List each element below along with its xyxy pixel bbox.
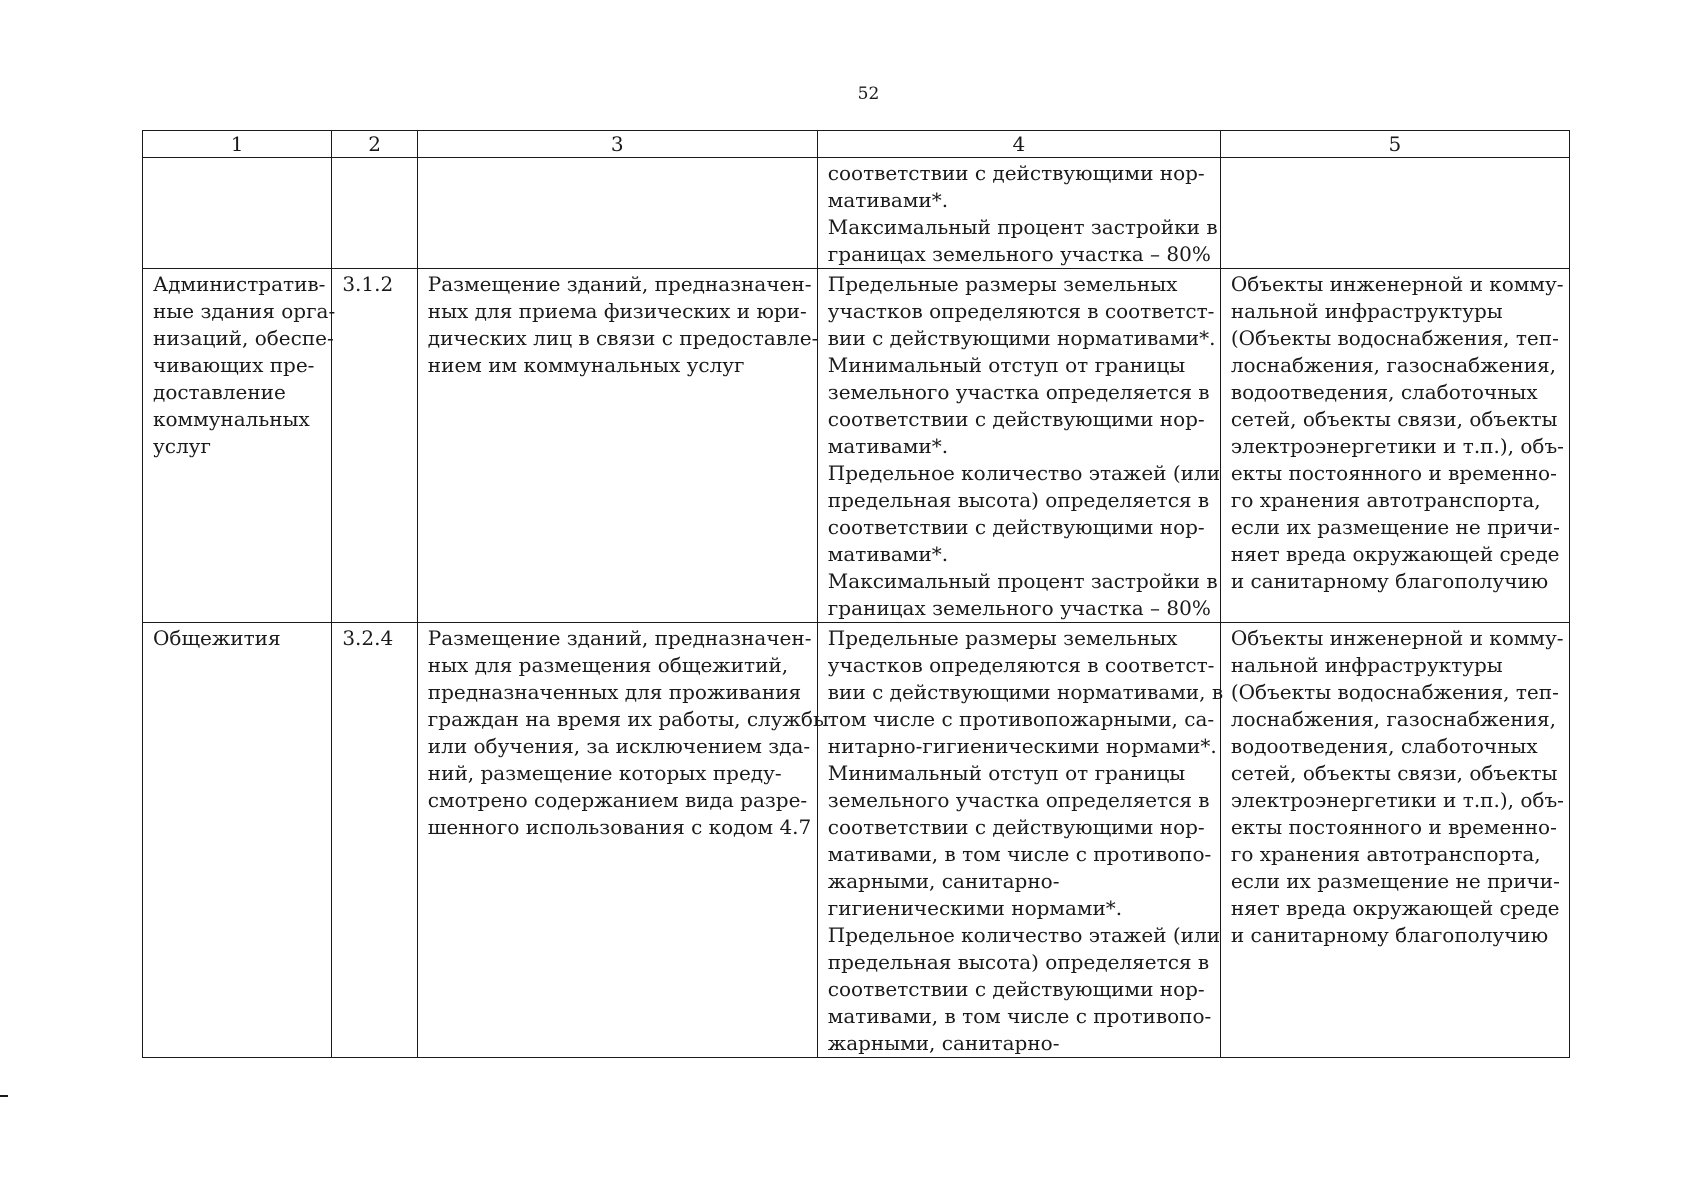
parameters-cell (817, 623, 1224, 1058)
cell-text-line: ных для приема физических и юри- (427, 299, 807, 323)
use-type-cell (143, 158, 332, 269)
header-row (143, 131, 1570, 158)
cell-text-line: том числе с противопожарными, са- (827, 707, 1215, 731)
table-body (143, 158, 1570, 1058)
description-cell (417, 269, 817, 623)
use-type-cell (143, 623, 332, 1058)
cell-text-line: шенного использования с кодом 4.7 (427, 815, 812, 839)
cell-text-line: соответствии с действующими нор- (827, 815, 1205, 839)
header-col-1: 1 (143, 131, 332, 158)
description-cell (417, 158, 817, 269)
cell-text-line: ных для размещения общежитий, (427, 653, 789, 677)
cell-text-line: лоснабжения, газоснабжения, (1230, 353, 1557, 377)
cell-text-line: Максимальный процент застройки в (827, 569, 1218, 593)
cell-text-line: няет вреда окружающей среде (1230, 542, 1560, 566)
cell-text-line: коммунальных (153, 407, 310, 431)
cell-text-line: Максимальный процент застройки в (827, 215, 1218, 239)
cell-text: 3.1.2 (342, 272, 394, 296)
cell-text-line: участков определяются в соответст- (827, 299, 1215, 323)
cell-text-line: соответствии с действующими нор- (827, 977, 1205, 1001)
header-col-2: 2 (332, 131, 417, 158)
header-col-3: 3 (417, 131, 817, 158)
auxiliary-uses-cell (1220, 158, 1569, 269)
cell-text-line: и санитарному благополучию (1230, 569, 1549, 593)
cell-text-line: граждан на время их работы, службы (427, 707, 829, 731)
cell-text-line: Предельное количество этажей (или (827, 461, 1221, 485)
header-col-5: 5 (1220, 131, 1569, 158)
cell-text-line: границах земельного участка – 80% (827, 596, 1211, 620)
use-type-cell (143, 269, 336, 623)
cell-text-line: водоотведения, слаботочных (1230, 380, 1538, 404)
cell-text-line: Размещение зданий, предназначен- (427, 626, 812, 650)
cell-text-line: нием им коммунальных услуг (427, 353, 745, 377)
cell-text-line: нитарно-гигиеническими нормами*. (827, 734, 1217, 758)
parameters-cell (817, 269, 1220, 623)
cell-text-line: жарными, санитарно- (827, 1031, 1060, 1055)
cell-text-line: низаций, обеспе- (153, 326, 334, 350)
description-cell (417, 623, 829, 1058)
cell-text-line: мативами*. (827, 188, 949, 212)
cell-text-line: Предельные размеры земельных (827, 626, 1178, 650)
code-cell (332, 158, 417, 269)
page-number (0, 84, 1697, 104)
cell-text-line: го хранения автотранспорта, (1230, 488, 1541, 512)
cell-text-line: Объекты инженерной и комму- (1230, 272, 1564, 296)
table-row (143, 158, 1570, 269)
cell-text-line: электроэнергетики и т.п.), объ- (1230, 788, 1564, 812)
cell-text-line: мативами, в том числе с противопо- (827, 1004, 1212, 1028)
table-header (143, 131, 1570, 158)
cell-text-line: вии с действующими нормативами, в (827, 680, 1224, 704)
cell-text-line: соответствии с действующими нор- (827, 515, 1205, 539)
cell-text-line: доставление (153, 380, 286, 404)
cell-text: 3.2.4 (342, 626, 394, 650)
cell-text-line: няет вреда окружающей среде (1230, 896, 1560, 920)
cell-text-line: го хранения автотранспорта, (1230, 842, 1541, 866)
cell-text-line: мативами*. (827, 542, 949, 566)
cell-text-line: Административ- (153, 272, 326, 296)
code-cell (332, 623, 417, 1058)
cell-text-line: екты постоянного и временно- (1230, 815, 1557, 839)
cell-text-line: екты постоянного и временно- (1230, 461, 1557, 485)
margin-mark (0, 1095, 8, 1097)
cell-text-line: нальной инфраструктуры (1230, 299, 1503, 323)
cell-text-line: Минимальный отступ от границы (827, 761, 1186, 785)
cell-text-line: электроэнергетики и т.п.), объ- (1230, 434, 1564, 458)
header-col-4: 4 (817, 131, 1220, 158)
cell-text-line: услуг (153, 434, 211, 458)
cell-text-line: жарными, санитарно- (827, 869, 1060, 893)
cell-text-line: сетей, объекты связи, объекты (1230, 407, 1558, 431)
cell-text-line: (Объекты водоснабжения, теп- (1230, 680, 1559, 704)
cell-text-line: Минимальный отступ от границы (827, 353, 1186, 377)
cell-text-line: ные здания орга- (153, 299, 336, 323)
code-cell (332, 269, 417, 623)
auxiliary-uses-cell (1220, 623, 1569, 1058)
cell-text-line: соответствии с действующими нор- (827, 407, 1205, 431)
cell-text-line: водоотведения, слаботочных (1230, 734, 1538, 758)
auxiliary-uses-cell (1220, 269, 1569, 623)
cell-text-line: предельная высота) определяется в (827, 488, 1210, 512)
cell-text-line: мативами*. (827, 434, 949, 458)
cell-text-line: нальной инфраструктуры (1230, 653, 1503, 677)
table-row (143, 623, 1570, 1058)
cell-text-line: и санитарному благополучию (1230, 923, 1549, 947)
cell-text-line: Предельное количество этажей (или (827, 923, 1221, 947)
cell-text-line: ний, размещение которых преду- (427, 761, 782, 785)
cell-text-line: Размещение зданий, предназначен- (427, 272, 812, 296)
cell-text-line: дических лиц в связи с предоставле- (427, 326, 819, 350)
cell-text-line: предельная высота) определяется в (827, 950, 1210, 974)
cell-text-line: соответствии с действующими нор- (827, 161, 1205, 185)
cell-text-line: границах земельного участка – 80% (827, 242, 1211, 266)
cell-text-line: вии с действующими нормативами*. (827, 326, 1216, 350)
cell-text-line: гигиеническими нормами*. (827, 896, 1123, 920)
cell-text-line: если их размещение не причи- (1230, 869, 1560, 893)
cell-text-line: сетей, объекты связи, объекты (1230, 761, 1558, 785)
cell-text-line: смотрено содержанием вида разре- (427, 788, 808, 812)
cell-text-line: участков определяются в соответст- (827, 653, 1215, 677)
table-row (143, 269, 1570, 623)
parameters-cell (817, 158, 1220, 269)
cell-text-line: если их размещение не причи- (1230, 515, 1560, 539)
cell-text-line: (Объекты водоснабжения, теп- (1230, 326, 1559, 350)
cell-text-line: мативами, в том числе с противопо- (827, 842, 1212, 866)
cell-text-line: или обучения, за исключением зда- (427, 734, 811, 758)
cell-text-line: земельного участка определяется в (827, 788, 1210, 812)
cell-text-line: чивающих пре- (153, 353, 315, 377)
cell-text-line: Объекты инженерной и комму- (1230, 626, 1564, 650)
cell-text-line: предназначенных для проживания (427, 680, 802, 704)
cell-text-line: земельного участка определяется в (827, 380, 1210, 404)
page-number-text: 52 (857, 84, 880, 104)
cell-text-line: лоснабжения, газоснабжения, (1230, 707, 1557, 731)
cell-text-line: Предельные размеры земельных (827, 272, 1178, 296)
cell-text-line: Общежития (153, 626, 281, 650)
land-use-table (142, 130, 1570, 1058)
